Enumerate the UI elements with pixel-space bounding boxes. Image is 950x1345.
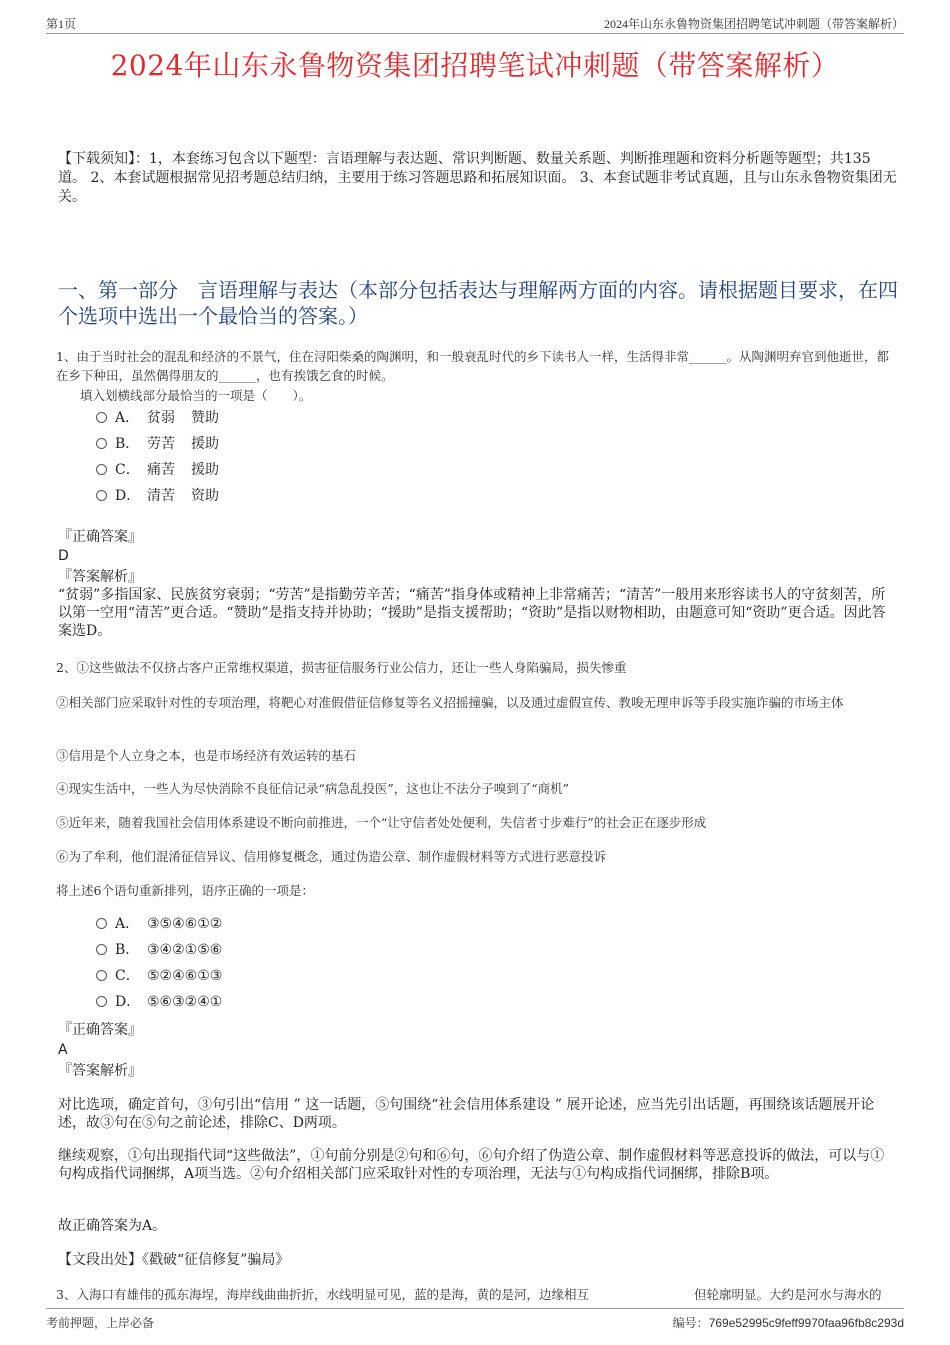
radio-icon[interactable] bbox=[96, 438, 107, 449]
q2-option-c[interactable]: C． ⑤②④⑥①③ bbox=[96, 965, 222, 987]
q1-answer: D bbox=[58, 548, 69, 564]
radio-icon[interactable] bbox=[96, 490, 107, 501]
radio-icon[interactable] bbox=[96, 918, 107, 929]
section-heading: 一、第一部分 言语理解与表达（本部分包括表达与理解两方面的内容。请根据题目要求，在四个选项中选出一个最恰当的答案。） bbox=[58, 278, 898, 328]
q1-option-a[interactable]: A． 贫弱 赞助 bbox=[96, 407, 219, 429]
q2-sentence-2: ②相关部门应采取针对性的专项治理，将靶心对准假借征信修复等名义招摇撞骗，以及通过虚假宣传、教唆无理申诉等手段实施诈骗的市场主体 bbox=[56, 695, 844, 710]
q2-option-a[interactable]: A． ③⑤④⑥①② bbox=[96, 913, 222, 935]
q2-sentence-3: ③信用是个人立身之本，也是市场经济有效运转的基石 bbox=[56, 748, 357, 763]
q2-option-b[interactable]: B． ③④②①⑤⑥ bbox=[96, 939, 222, 961]
download-notice: 【下载须知】：1，本套练习包含以下题型：言语理解与表达题、常识判断题、数量关系题、判断推理题和资料分析题等题型；共135道。 2、本套试题根据常见招考题总结归纳，主要用于练习答题思路和拓展知识面。 3、本套试题非考试真题，且与山东永鲁物资集团无关。 bbox=[58, 151, 897, 205]
q2-analysis-p2: 继续观察，①句出现指代词“这些做法”，①句前分别是②句和⑥句，⑥句介绍了伪造公章、制作虚假材料等恶意投诉的做法，可以与①句构成指代词捆绑，A项当选。②句介绍相关部门应采取针对性的专项治理，无法与①句构成指代词捆绑，排除B项。 bbox=[58, 1148, 885, 1182]
footer-divider bbox=[46, 1308, 904, 1309]
footer-code bbox=[673, 1314, 904, 1331]
page-title: 2024年山东永鲁物资集团招聘笔试冲刺题（带答案解析） bbox=[110, 49, 840, 82]
q2-analysis-heading: 『答案解析』 bbox=[58, 1063, 142, 1079]
q2-analysis-p1: 对比选项，确定首句，③句引出“信用 ” 这一话题，⑤句围绕“社会信用体系建设 ” 展开论述，应当先引出话题，再围绕该话题展开论述，故③句在⑤句之前论述，排除C、D两项。 bbox=[58, 1097, 875, 1131]
q2-answer-heading: 『正确答案』 bbox=[58, 1022, 142, 1038]
q2-sentence-4: ④现实生活中，一些人为尽快消除不良征信记录“病急乱投医”，这也让不法分子嗅到了“商机” bbox=[56, 781, 570, 796]
header-divider bbox=[46, 33, 904, 34]
q2-sentence-1: 2、①这些做法不仅挤占客户正常维权渠道，损害征信服务行业公信力，还让一些人身陷骗局，损失惨重 bbox=[56, 660, 627, 675]
q1-prompt: 填入划横线部分最恰当的一项是（ ）。 bbox=[80, 388, 312, 403]
page-number: 第1页 bbox=[46, 17, 77, 31]
radio-icon[interactable] bbox=[96, 412, 107, 423]
q2-conclusion: 故正确答案为A。 bbox=[58, 1218, 167, 1234]
code-label: 编号： bbox=[672, 1316, 709, 1330]
q3-stem-left: 3、入海口有雄伟的孤东海埕，海岸线曲曲折折，水线明显可见，蓝的是海，黄的是河，边缘相互 bbox=[56, 1287, 589, 1302]
radio-icon[interactable] bbox=[96, 970, 107, 981]
q1-option-d[interactable]: D． 清苦 资助 bbox=[96, 485, 219, 507]
q2-source: 【文段出处】《戳破“征信修复”骗局》 bbox=[58, 1252, 290, 1268]
q2-option-d[interactable]: D． ⑤⑥③②④① bbox=[96, 991, 222, 1013]
radio-icon[interactable] bbox=[96, 996, 107, 1007]
code-value: 769e52995c9feff9970faa96fb8c293d bbox=[708, 1316, 904, 1330]
q1-answer-heading: 『正确答案』 bbox=[58, 529, 142, 545]
q2-sentence-5: ⑤近年来，随着我国社会信用体系建设不断向前推进，一个“让守信者处处便利，失信者寸步难行”的社会正在逐步形成 bbox=[56, 815, 707, 830]
q1-option-b[interactable]: B． 劳苦 援助 bbox=[96, 433, 219, 455]
q2-prompt: 将上述6个语句重新排列，语序正确的一项是： bbox=[56, 883, 314, 898]
q1-stem: 1、由于当时社会的混乱和经济的不景气，住在浔阳柴桑的陶渊明，和一般衰乱时代的乡下读书人一样，生活得非常______。从陶渊明弃官到他逝世，都在乡下种田，虽然偶得朋友的______，也有挨饿乞食的时候。 bbox=[56, 349, 889, 383]
q2-sentence-6: ⑥为了牟利，他们混淆征信异议、信用修复概念，通过伪造公章、制作虚假材料等方式进行恶意投诉 bbox=[56, 849, 607, 864]
q1-analysis: “贫弱”多指国家、民族贫穷衰弱；“劳苦”是指勤劳辛苦；“痛苦”指身体或精神上非常痛苦；“清苦”一般用来形容读书人的守贫刻苦，所以第一空用“清苦”更合适。“赞助”是指支持并协助；“援助”是指支援帮助；“资助”是指以财物相助，由题意可知“资助”更合适。因此答案选D。 bbox=[58, 587, 886, 639]
radio-icon[interactable] bbox=[96, 464, 107, 475]
q1-analysis-heading: 『答案解析』 bbox=[58, 569, 142, 585]
q1-option-c[interactable]: C． 痛苦 援助 bbox=[96, 459, 219, 481]
q3-stem-right: 但轮廓明显。大约是河水与海水的 bbox=[694, 1287, 882, 1302]
radio-icon[interactable] bbox=[96, 944, 107, 955]
running-title: 2024年山东永鲁物资集团招聘笔试冲刺题（带答案解析） bbox=[603, 17, 904, 31]
footer-slogan: 考前押题，上岸必备 bbox=[46, 1316, 155, 1330]
q2-answer: A bbox=[58, 1042, 68, 1058]
